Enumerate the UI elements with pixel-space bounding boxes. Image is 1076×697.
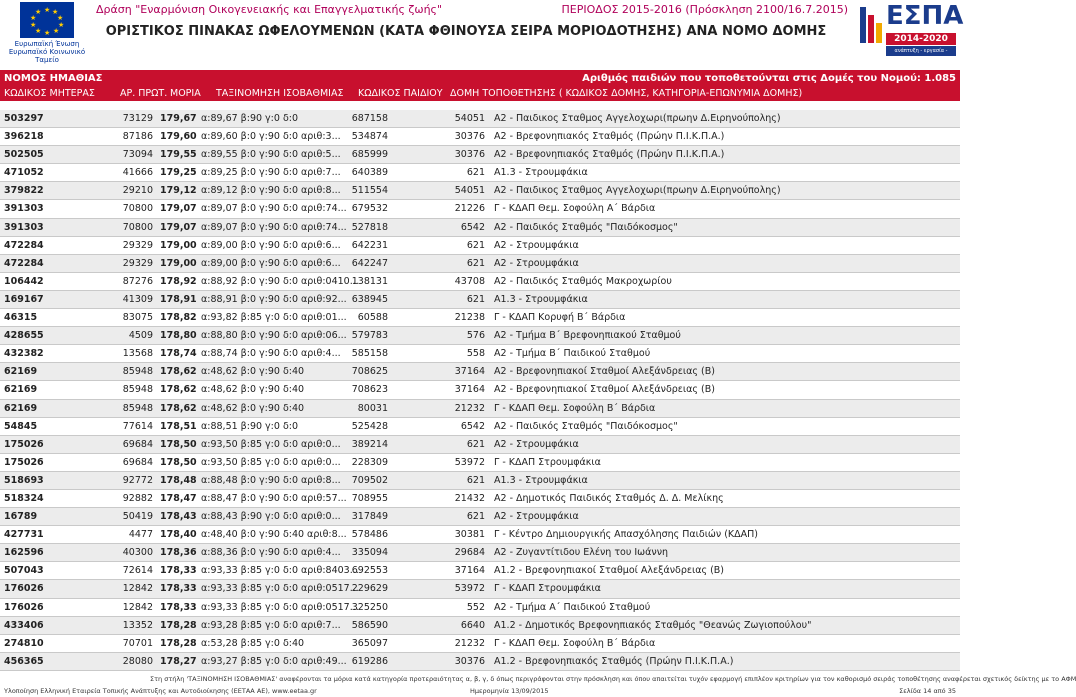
cell-protocol: 87276 — [122, 275, 153, 287]
cell-ranking: α:88,48 β:0 γ:90 δ:0 αριθ:8... — [201, 474, 341, 486]
cell-structure-code: 6542 — [460, 420, 485, 432]
cell-structure-name: Α2 - Βρεφονηπιακοί Σταθμοί Αλεξάνδρειας (Β) — [494, 384, 715, 396]
cell-points: 178,82 — [160, 312, 197, 324]
cell-protocol: 29329 — [122, 257, 153, 269]
table-row — [0, 273, 960, 291]
cell-ranking: α:89,25 β:0 γ:90 δ:0 αριθ:7... — [201, 167, 341, 179]
cell-ranking: α:93,33 β:85 γ:0 δ:0 αριθ:8403... — [201, 565, 359, 577]
table-row — [0, 237, 960, 255]
cell-points: 178,48 — [160, 474, 197, 486]
cell-structure-code: 37164 — [454, 565, 485, 577]
cell-structure-code: 21238 — [454, 312, 485, 324]
cell-child-code: 585158 — [351, 348, 388, 360]
cell-protocol: 85948 — [122, 384, 153, 396]
cell-mother-code: 391303 — [4, 203, 44, 215]
cell-mother-code: 62169 — [4, 366, 38, 378]
cell-protocol: 13568 — [122, 348, 153, 360]
espa-emblem-icon — [858, 5, 884, 45]
cell-protocol: 85948 — [122, 402, 153, 414]
cell-child-code: 578486 — [351, 529, 388, 541]
cell-child-code: 534874 — [351, 131, 388, 143]
cell-ranking: α:88,91 β:0 γ:90 δ:0 αριθ:92... — [201, 293, 347, 305]
cell-protocol: 70800 — [122, 203, 153, 215]
cell-structure-name: Γ - ΚΔΑΠ Θεμ. Σοφούλη Β΄ Βάρδια — [494, 402, 656, 414]
cell-mother-code: 502505 — [4, 149, 44, 161]
eu-flag-icon: ★ ★ ★ ★ ★ ★ ★ ★ ★ ★ — [20, 2, 74, 38]
cell-mother-code: 162596 — [4, 547, 44, 559]
cell-structure-code: 54051 — [454, 113, 485, 124]
cell-structure-name: Α2 - Ζυγαντίτιδου Ελένη του Ιωάννη — [494, 547, 669, 559]
cell-protocol: 69684 — [122, 456, 153, 468]
cell-mother-code: 396218 — [4, 131, 44, 143]
cell-structure-code: 621 — [466, 257, 485, 269]
cell-structure-code: 53972 — [454, 456, 485, 468]
cell-points: 178,27 — [160, 655, 197, 667]
cell-ranking: α:89,55 β:0 γ:90 δ:0 αριθ:5... — [201, 149, 341, 161]
cell-structure-code: 30376 — [454, 655, 485, 667]
table-row — [0, 400, 960, 418]
footer-note: Στη στήλη 'ΤΑΞΙΝΟΜΗΣΗ ΙΣΟΒΑΘΜΙΑΣ' αναφέρονται τα μόρια κατά κατηγορία προτεραιότητας α, β, γ, δ όπως περιγράφονται στην πρόσκληση και όπου απαιτείται τυχόν εφαρμογή επιπλέον κριτηρίων για τον καθορισμό σειράς τοποθέτησης αναφέρεται σχετικός δείκτης με το ΑΦΜ — [150, 675, 1076, 683]
cell-mother-code: 518324 — [4, 492, 44, 504]
cell-ranking: α:88,36 β:0 γ:90 δ:0 αριθ:4... — [201, 547, 341, 559]
cell-child-code: 586590 — [351, 619, 388, 631]
table-row — [0, 291, 960, 309]
cell-protocol: 69684 — [122, 438, 153, 450]
table-row — [0, 617, 960, 635]
cell-structure-name: Α2 - Δημοτικός Παιδικός Σταθμός Δ. Δ. Μελίκης — [494, 492, 724, 504]
table-row — [0, 110, 960, 128]
cell-points: 178,92 — [160, 275, 197, 287]
col-ranking: ΤΑΞΙΝΟΜΗΣΗ ΙΣΟΒΑΘΜΙΑΣ — [216, 88, 344, 99]
cell-protocol: 29210 — [122, 185, 153, 197]
cell-structure-name: Α2 - Στρουμφάκια — [494, 511, 579, 523]
cell-points: 178,80 — [160, 330, 197, 342]
table-row — [0, 544, 960, 562]
table-row — [0, 599, 960, 617]
cell-mother-code: 433406 — [4, 619, 44, 631]
cell-ranking: α:93,28 β:85 γ:0 δ:0 αριθ:7... — [201, 619, 341, 631]
cell-ranking: α:88,47 β:0 γ:90 δ:0 αριθ:57... — [201, 492, 347, 504]
cell-child-code: 527818 — [351, 221, 388, 233]
table-row — [0, 327, 960, 345]
col-structure: ΔΟΜΗ ΤΟΠΟΘΕΤΗΣΗΣ ( ΚΩΔΙΚΟΣ ΔΟΜΗΣ, ΚΑΤΗΓΟΡΙΑ-ΕΠΩΝΥΜΙΑ ΔΟΜΗΣ) — [450, 88, 803, 99]
cell-points: 178,33 — [160, 601, 197, 613]
cell-mother-code: 456365 — [4, 655, 44, 667]
cell-protocol: 29329 — [122, 239, 153, 251]
cell-structure-code: 30376 — [454, 149, 485, 161]
cell-points: 179,07 — [160, 203, 197, 215]
cell-structure-name: Α2 - Παιδικος Σταθμος Αγγελοχωρι(πρωην Δ.Ειρηνούπολης) — [494, 185, 781, 197]
table-row — [0, 128, 960, 146]
cell-child-code: 138131 — [351, 275, 388, 287]
col-protocol: ΑΡ. ΠΡΩΤ. — [120, 88, 168, 99]
table-row — [0, 454, 960, 472]
cell-protocol: 73129 — [122, 113, 153, 124]
cell-child-code: 708623 — [351, 384, 388, 396]
cell-child-code: 708955 — [351, 492, 388, 504]
cell-child-code: 365097 — [351, 637, 388, 649]
cell-structure-code: 37164 — [454, 384, 485, 396]
cell-child-code: 692553 — [351, 565, 388, 577]
cell-structure-code: 29684 — [454, 547, 485, 559]
cell-structure-name: Α2 - Τμήμα Β΄ Παιδικού Σταθμού — [494, 348, 651, 360]
cell-ranking: α:93,33 β:85 γ:0 δ:0 αριθ:0517... — [201, 601, 359, 613]
table-row — [0, 653, 960, 671]
col-points: ΜΟΡΙΑ — [170, 88, 201, 99]
cell-mother-code: 472284 — [4, 239, 44, 251]
cell-points: 178,51 — [160, 420, 197, 432]
cell-structure-code: 21432 — [454, 492, 485, 504]
page-header — [0, 0, 964, 64]
cell-structure-code: 43708 — [454, 275, 485, 287]
cell-ranking: α:93,82 β:85 γ:0 δ:0 αριθ:01... — [201, 312, 347, 324]
cell-child-code: 642231 — [351, 239, 388, 251]
cell-structure-name: Α2 - Βρεφονηπιακοί Σταθμοί Αλεξάνδρειας (Β) — [494, 366, 715, 378]
cell-points: 178,62 — [160, 366, 197, 378]
col-child-code: ΚΩΔΙΚΟΣ ΠΑΙΔΙΟΥ — [358, 88, 443, 99]
espa-logo — [858, 1, 964, 64]
cell-structure-code: 621 — [466, 167, 485, 179]
cell-structure-name: Α2 - Τμήμα Β΄ Βρεφονηπιακού Σταθμού — [494, 330, 681, 342]
table-row — [0, 526, 960, 544]
cell-structure-name: Α1.2 - Δημοτικός Βρεφονηπιακός Σταθμός "Θεανώς Ζωγιοπούλου" — [494, 619, 812, 631]
cell-mother-code: 379822 — [4, 185, 44, 197]
cell-structure-name: Α2 - Στρουμφάκια — [494, 438, 579, 450]
cell-mother-code: 106442 — [4, 275, 44, 287]
cell-protocol: 28080 — [122, 655, 153, 667]
cell-protocol: 73094 — [122, 149, 153, 161]
cell-mother-code: 46315 — [4, 312, 38, 324]
cell-structure-code: 558 — [466, 348, 485, 360]
table-row — [0, 200, 960, 218]
cell-structure-name: Α1.3 - Στρουμφάκια — [494, 167, 588, 179]
cell-protocol: 83075 — [122, 312, 153, 324]
cell-points: 178,43 — [160, 511, 197, 523]
table-row — [0, 490, 960, 508]
table-row — [0, 164, 960, 182]
table-row — [0, 472, 960, 490]
table-row — [0, 345, 960, 363]
cell-structure-name: Γ - ΚΔΑΠ Θεμ. Σοφούλη Β΄ Βάρδια — [494, 637, 656, 649]
cell-child-code: 229629 — [351, 583, 388, 595]
cell-structure-code: 621 — [466, 474, 485, 486]
espa-slogan: ανάπτυξη - εργασία - αλληλεγγύη — [886, 46, 956, 56]
eu-caption: Ευρωπαϊκή Ένωση Ευρωπαϊκό Κοινωνικό Ταμείο — [8, 40, 86, 64]
cell-structure-name: Γ - ΚΔΑΠ Στρουμφάκια — [494, 583, 601, 595]
table-row — [0, 309, 960, 327]
cell-structure-name: Α2 - Παιδικός Σταθμός "Παιδόκοσμος" — [494, 221, 678, 233]
cell-mother-code: 175026 — [4, 438, 44, 450]
footer-date: Ημερομηνία 13/09/2015 — [470, 687, 549, 695]
cell-mother-code: 472284 — [4, 257, 44, 269]
cell-child-code: 685999 — [351, 149, 388, 161]
cell-points: 179,00 — [160, 257, 197, 269]
cell-ranking: α:93,27 β:85 γ:0 δ:0 αριθ:49... — [201, 655, 347, 667]
cell-ranking: α:89,67 β:90 γ:0 δ:0 — [201, 113, 298, 124]
table-row — [0, 436, 960, 454]
cell-points: 179,12 — [160, 185, 197, 197]
cell-ranking: α:93,50 β:85 γ:0 δ:0 αριθ:0... — [201, 438, 341, 450]
cell-structure-name: Α2 - Στρουμφάκια — [494, 239, 579, 251]
cell-child-code: 642247 — [351, 257, 388, 269]
cell-structure-code: 576 — [466, 330, 485, 342]
cell-points: 179,67 — [160, 113, 197, 124]
cell-protocol: 12842 — [122, 601, 153, 613]
cell-structure-code: 54051 — [454, 185, 485, 197]
espa-years: 2014-2020 — [886, 33, 956, 45]
table-row — [0, 146, 960, 164]
cell-points: 178,40 — [160, 529, 197, 541]
cell-protocol: 12842 — [122, 583, 153, 595]
beneficiaries-table — [0, 110, 960, 671]
cell-structure-code: 6640 — [460, 619, 485, 631]
cell-points: 179,60 — [160, 131, 197, 143]
cell-structure-code: 21226 — [454, 203, 485, 215]
cell-child-code: 638945 — [351, 293, 388, 305]
cell-mother-code: 62169 — [4, 402, 38, 414]
cell-ranking: α:89,07 β:0 γ:90 δ:0 αριθ:74... — [201, 203, 347, 215]
cell-ranking: α:89,12 β:0 γ:90 δ:0 αριθ:8... — [201, 185, 341, 197]
period-label: ΠΕΡΙΟΔΟΣ 2015-2016 (Πρόσκληση 2100/16.7.2015) — [561, 3, 848, 16]
cell-ranking: α:89,00 β:0 γ:90 δ:0 αριθ:6... — [201, 239, 341, 251]
eu-logo — [4, 2, 90, 64]
cell-ranking: α:88,43 β:90 γ:0 δ:0 αριθ:0... — [201, 511, 341, 523]
table-row — [0, 363, 960, 381]
cell-child-code: 511554 — [351, 185, 388, 197]
cell-mother-code: 427731 — [4, 529, 44, 541]
cell-structure-name: Α2 - Παιδικος Σταθμος Αγγελοχωρι(πρωην Δ.Ειρηνούπολης) — [494, 113, 781, 124]
cell-child-code: 60588 — [357, 312, 388, 324]
cell-structure-code: 621 — [466, 511, 485, 523]
cell-ranking: α:48,62 β:0 γ:90 δ:40 — [201, 366, 305, 378]
cell-ranking: α:48,40 β:0 γ:90 δ:40 αριθ:8... — [201, 529, 347, 541]
cell-protocol: 50419 — [122, 511, 153, 523]
cell-structure-code: 552 — [466, 601, 485, 613]
col-mother-code: ΚΩΔΙΚΟΣ ΜΗΤΕΡΑΣ — [4, 88, 95, 99]
cell-structure-code: 37164 — [454, 366, 485, 378]
cell-child-code: 80031 — [357, 402, 388, 414]
cell-ranking: α:93,50 β:85 γ:0 δ:0 αριθ:0... — [201, 456, 341, 468]
cell-points: 178,50 — [160, 438, 197, 450]
cell-structure-name: Γ - ΚΔΑΠ Στρουμφάκια — [494, 456, 601, 468]
cell-ranking: α:88,92 β:0 γ:90 δ:0 αριθ:0410... — [201, 275, 359, 287]
cell-points: 178,62 — [160, 384, 197, 396]
cell-structure-code: 21232 — [454, 637, 485, 649]
cell-mother-code: 176026 — [4, 583, 44, 595]
cell-points: 178,91 — [160, 293, 197, 305]
cell-child-code: 389214 — [351, 438, 388, 450]
table-row — [0, 580, 960, 598]
cell-structure-name: Α2 - Παιδικός Σταθμός Μακροχωρίου — [494, 275, 672, 287]
cell-child-code: 335094 — [351, 547, 388, 559]
table-row — [0, 255, 960, 273]
cell-mother-code: 503297 — [4, 113, 44, 124]
cell-child-code: 619286 — [351, 655, 388, 667]
cell-points: 179,07 — [160, 221, 197, 233]
cell-protocol: 72614 — [122, 565, 153, 577]
cell-protocol: 87186 — [122, 131, 153, 143]
cell-points: 178,50 — [160, 456, 197, 468]
cell-mother-code: 391303 — [4, 221, 44, 233]
cell-ranking: α:89,07 β:0 γ:90 δ:0 αριθ:74... — [201, 221, 347, 233]
cell-mother-code: 432382 — [4, 348, 44, 360]
cell-ranking: α:88,80 β:0 γ:90 δ:0 αριθ:06... — [201, 330, 347, 342]
cell-protocol: 40300 — [122, 547, 153, 559]
cell-mother-code: 176026 — [4, 601, 44, 613]
table-row — [0, 182, 960, 200]
cell-points: 179,00 — [160, 239, 197, 251]
cell-child-code: 579783 — [351, 330, 388, 342]
table-header — [0, 87, 960, 101]
cell-child-code: 525428 — [351, 420, 388, 432]
cell-points: 178,33 — [160, 565, 197, 577]
cell-ranking: α:89,60 β:0 γ:90 δ:0 αριθ:3... — [201, 131, 341, 143]
cell-structure-name: Γ - ΚΔΑΠ Κορυφή Β΄ Βάρδια — [494, 312, 626, 324]
region-name: ΝΟΜΟΣ ΗΜΑΘΙΑΣ — [4, 73, 103, 84]
cell-mother-code: 62169 — [4, 384, 38, 396]
cell-protocol: 92882 — [122, 492, 153, 504]
cell-points: 179,55 — [160, 149, 197, 161]
cell-ranking: α:48,62 β:0 γ:90 δ:40 — [201, 384, 305, 396]
region-child-count: Αριθμός παιδιών που τοποθετούνται στις Δομές του Νομού: 1.085 — [582, 73, 956, 84]
cell-structure-code: 30376 — [454, 131, 485, 143]
cell-child-code: 640389 — [351, 167, 388, 179]
cell-mother-code: 507043 — [4, 565, 44, 577]
table-row — [0, 381, 960, 399]
region-bar — [0, 70, 960, 87]
cell-structure-name: Α2 - Στρουμφάκια — [494, 257, 579, 269]
table-row — [0, 635, 960, 653]
cell-mother-code: 16789 — [4, 511, 38, 523]
cell-mother-code: 428655 — [4, 330, 44, 342]
cell-mother-code: 471052 — [4, 167, 44, 179]
cell-structure-name: Α1.3 - Στρουμφάκια — [494, 474, 588, 486]
cell-ranking: α:93,33 β:85 γ:0 δ:0 αριθ:0517... — [201, 583, 359, 595]
cell-structure-name: Α2 - Παιδικός Σταθμός "Παιδόκοσμος" — [494, 420, 678, 432]
cell-structure-code: 21232 — [454, 402, 485, 414]
cell-mother-code: 175026 — [4, 456, 44, 468]
espa-word: ΕΣΠΑ — [886, 1, 964, 31]
cell-ranking: α:53,28 β:85 γ:0 δ:40 — [201, 637, 305, 649]
page-footer — [0, 672, 1076, 697]
cell-protocol: 41666 — [122, 167, 153, 179]
cell-mother-code: 169167 — [4, 293, 44, 305]
cell-structure-name: Α1.2 - Βρεφονηπιακοί Σταθμοί Αλεξάνδρειας (Β) — [494, 565, 724, 577]
cell-child-code: 325250 — [351, 601, 388, 613]
cell-child-code: 679532 — [351, 203, 388, 215]
cell-structure-name: Α2 - Βρεφονηπιακός Σταθμός (Πρώην Π.Ι.Κ.Π.Α.) — [494, 131, 725, 143]
cell-structure-code: 6542 — [460, 221, 485, 233]
cell-points: 178,33 — [160, 583, 197, 595]
cell-mother-code: 54845 — [4, 420, 38, 432]
cell-structure-code: 621 — [466, 293, 485, 305]
cell-structure-name: Α2 - Βρεφονηπιακός Σταθμός (Πρώην Π.Ι.Κ.Π.Α.) — [494, 149, 725, 161]
cell-child-code: 228309 — [351, 456, 388, 468]
cell-child-code: 317849 — [351, 511, 388, 523]
footer-page-number: Σελίδα 14 από 35 — [899, 687, 956, 695]
cell-points: 179,25 — [160, 167, 197, 179]
cell-child-code: 709502 — [351, 474, 388, 486]
cell-protocol: 41309 — [122, 293, 153, 305]
action-title: Δράση "Εναρμόνιση Οικογενειακής και Επαγγελματικής ζωής" — [96, 3, 443, 16]
cell-structure-code: 621 — [466, 239, 485, 251]
cell-structure-code: 30381 — [454, 529, 485, 541]
cell-structure-name: Α1.2 - Βρεφονηπιακός Σταθμός (Πρώην Π.Ι.Κ.Π.Α.) — [494, 655, 734, 667]
cell-points: 178,74 — [160, 348, 197, 360]
cell-protocol: 70701 — [122, 637, 153, 649]
cell-ranking: α:88,74 β:0 γ:90 δ:0 αριθ:4... — [201, 348, 341, 360]
cell-ranking: α:89,00 β:0 γ:90 δ:0 αριθ:6... — [201, 257, 341, 269]
cell-child-code: 687158 — [351, 113, 388, 124]
footer-company: Υλοποίηση Ελληνική Εταιρεία Τοπικής Ανάπτυξης και Αυτοδιοίκησης (ΕΕΤΑΑ ΑΕ), www.eetaa.gr — [4, 687, 317, 695]
cell-structure-name: Γ - Κέντρο Δημιουργικής Απασχόλησης Παιδιών (ΚΔΑΠ) — [494, 529, 758, 541]
cell-protocol: 77614 — [122, 420, 153, 432]
cell-structure-code: 621 — [466, 438, 485, 450]
cell-protocol: 85948 — [122, 366, 153, 378]
cell-points: 178,28 — [160, 637, 197, 649]
cell-ranking: α:88,51 β:90 γ:0 δ:0 — [201, 420, 298, 432]
cell-protocol: 4477 — [128, 529, 153, 541]
cell-points: 178,47 — [160, 492, 197, 504]
cell-ranking: α:48,62 β:0 γ:90 δ:40 — [201, 402, 305, 414]
cell-structure-code: 53972 — [454, 583, 485, 595]
table-row — [0, 508, 960, 526]
cell-structure-name: Γ - ΚΔΑΠ Θεμ. Σοφούλη Α΄ Βάρδια — [494, 203, 656, 215]
cell-protocol: 13352 — [122, 619, 153, 631]
cell-points: 178,36 — [160, 547, 197, 559]
cell-points: 178,28 — [160, 619, 197, 631]
cell-structure-name: Α2 - Τμήμα Α΄ Παιδικού Σταθμού — [494, 601, 651, 613]
cell-structure-name: Α1.3 - Στρουμφάκια — [494, 293, 588, 305]
cell-protocol: 92772 — [122, 474, 153, 486]
cell-mother-code: 518693 — [4, 474, 44, 486]
cell-protocol: 4509 — [128, 330, 153, 342]
cell-mother-code: 274810 — [4, 637, 44, 649]
table-row — [0, 418, 960, 436]
page-title: ΟΡΙΣΤΙΚΟΣ ΠΙΝΑΚΑΣ ΩΦΕΛΟΥΜΕΝΩΝ (ΚΑΤΑ ΦΘΙΝΟΥΣΑ ΣΕΙΡΑ ΜΟΡΙΟΔΟΤΗΣΗΣ) ΑΝΑ ΝΟΜΟ ΔΟΜΗΣ — [105, 24, 827, 39]
cell-child-code: 708625 — [351, 366, 388, 378]
cell-protocol: 70800 — [122, 221, 153, 233]
table-row — [0, 562, 960, 580]
cell-points: 178,62 — [160, 402, 197, 414]
table-row — [0, 219, 960, 237]
